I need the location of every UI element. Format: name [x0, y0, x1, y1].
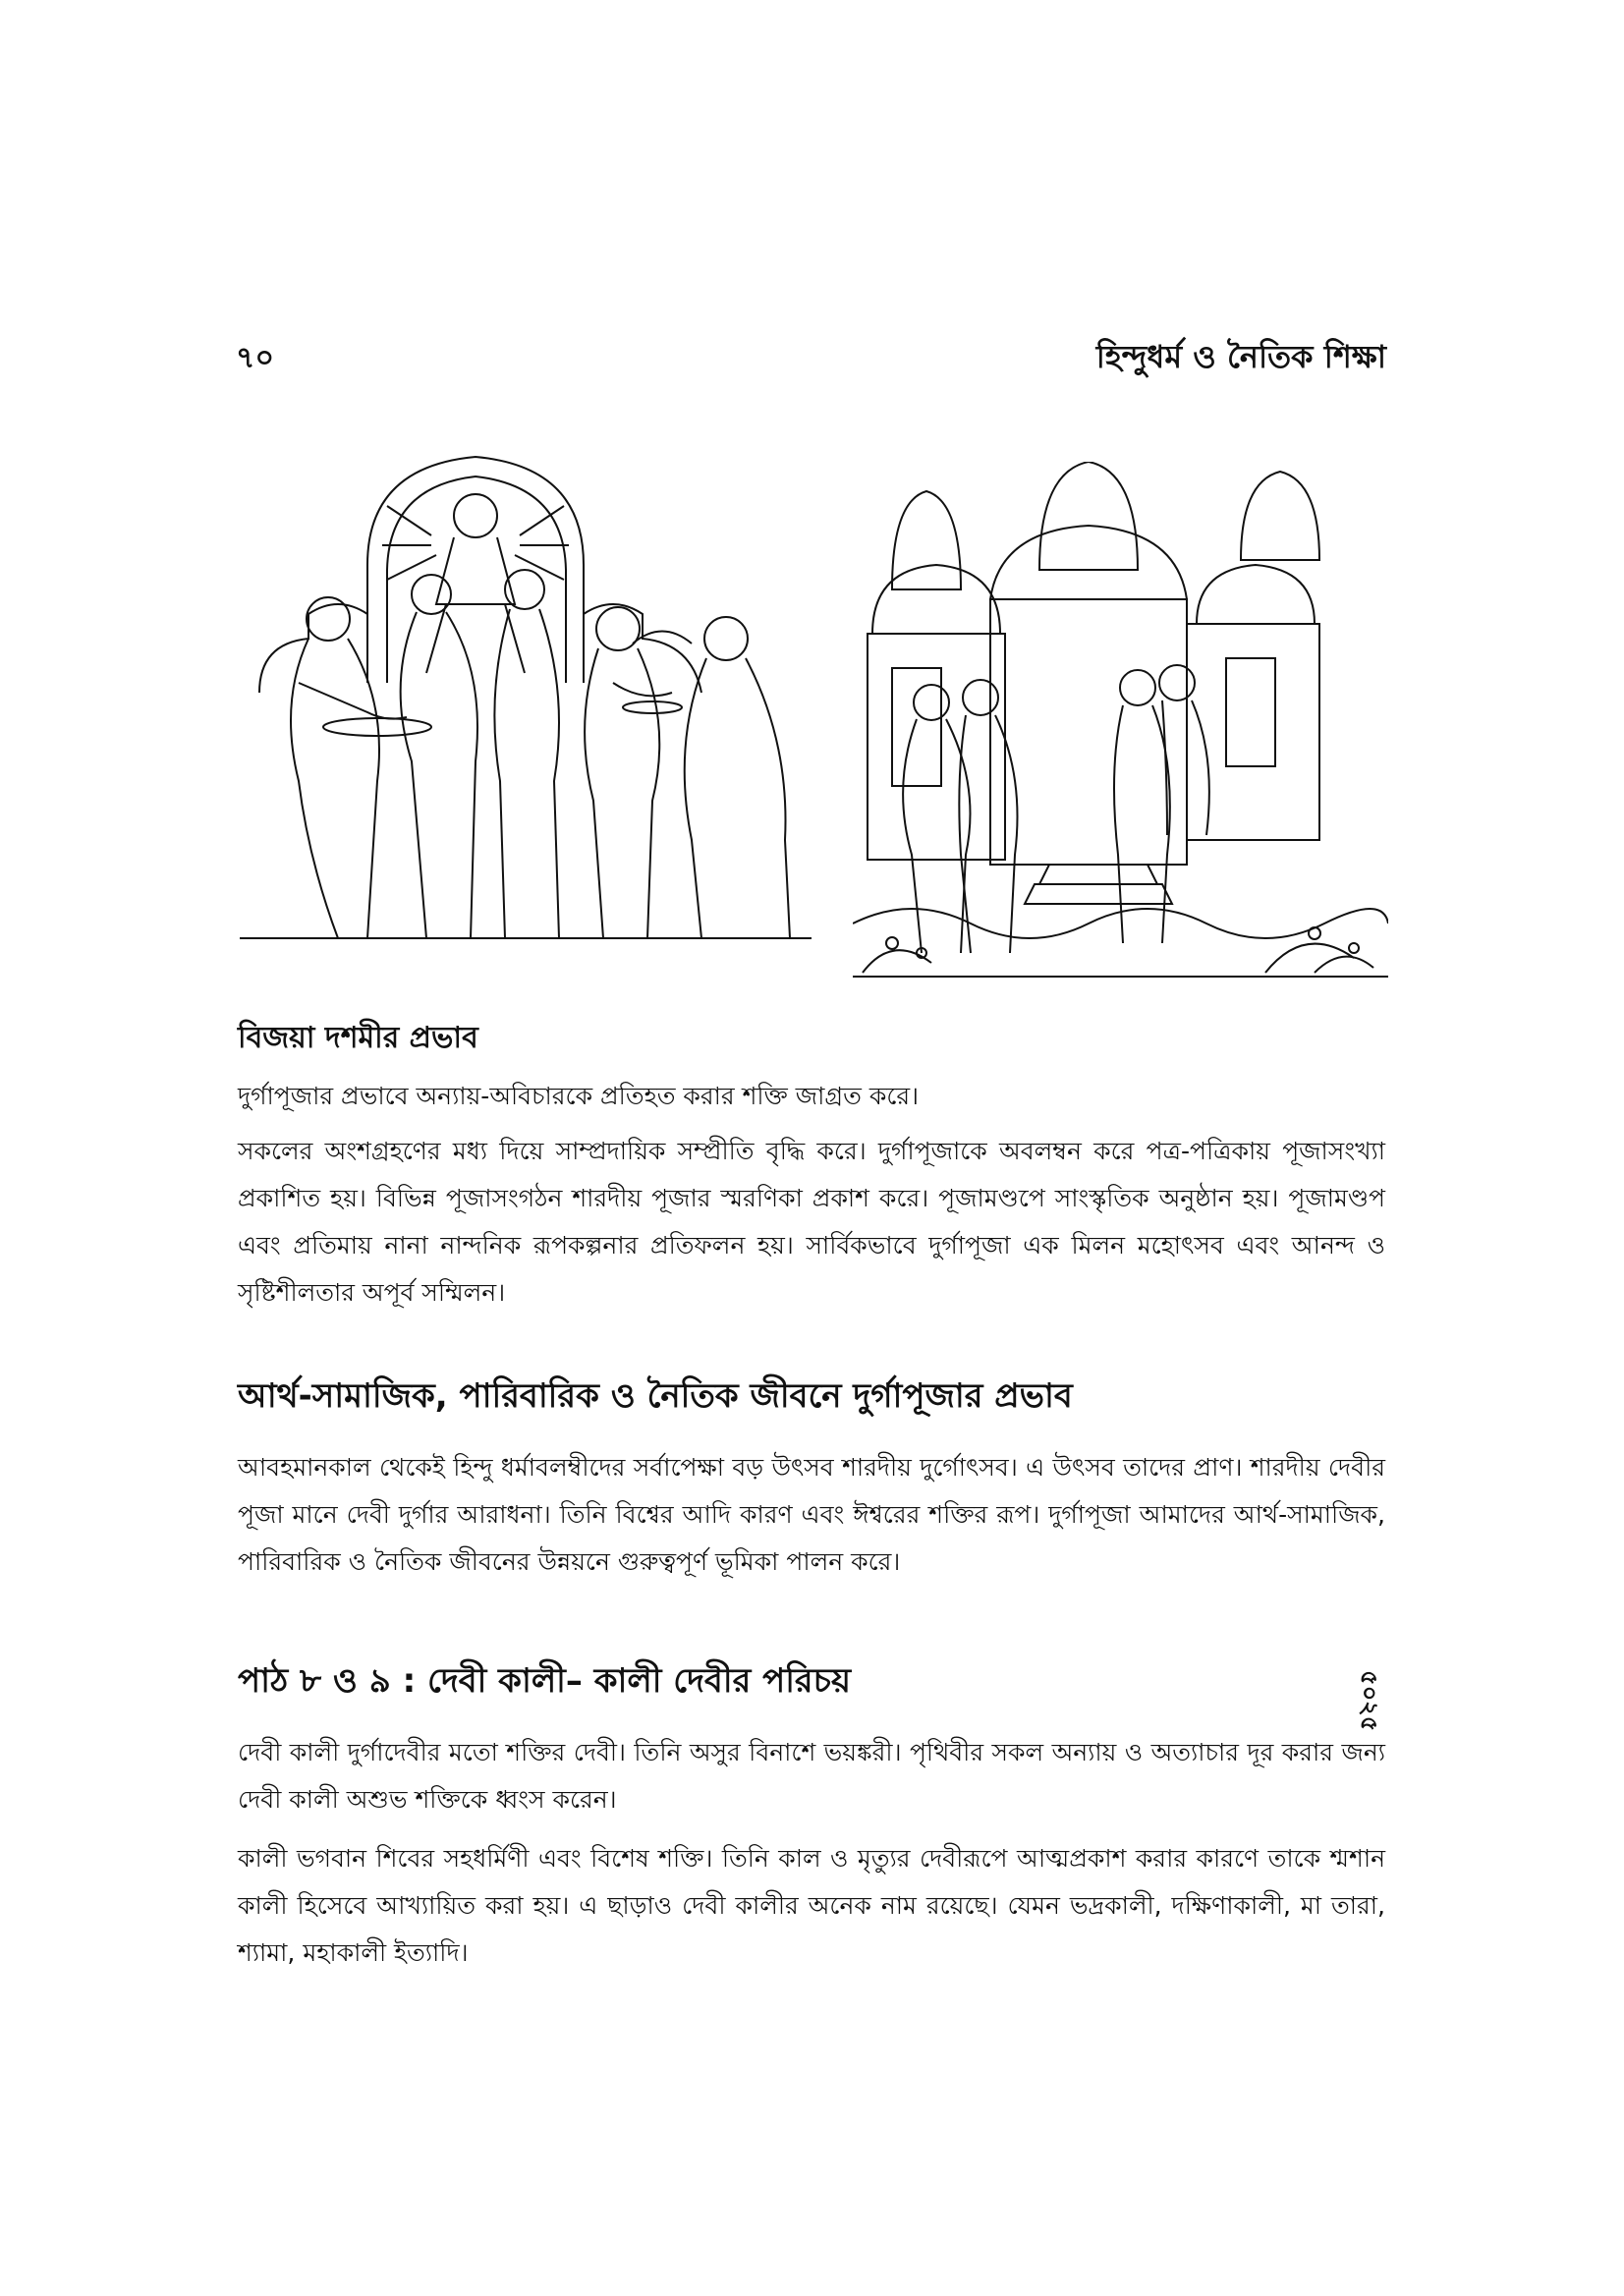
page-number: ৭০	[236, 341, 275, 375]
temple-embrace-drawing	[853, 462, 1388, 978]
paragraph: আবহমানকাল থেকেই হিন্দু ধর্মাবলম্বীদের সর্বাপেক্ষা বড় উৎসব শারদীয় দুর্গোৎসব। এ উৎসব তাদের প্রাণ। শারদীয় দেবীর পূজা মানে দেবী দুর্গার আরাধনা। তিনি বিশ্বের আদি কারণ এবং ঈশ্বরের শক্তির রূপ। দুর্গাপূজা আমাদের আর্থ-সামাজিক, পারিবারিক ও নৈতিক জীবনের উন্নয়নে গুরুত্বপূর্ণ ভূমিকা পালন করে।	[238, 1453, 1385, 1576]
section-devi-kali-body	[238, 1729, 1385, 1977]
paragraph: সকলের অংশগ্রহণের মধ্য দিয়ে সাম্প্রদায়িক সম্প্রীতি বৃদ্ধি করে। দুর্গাপূজাকে অবলম্বন করে পত্র-পত্রিকায় পূজাসংখ্যা প্রকাশিত হয়। বিভিন্ন পূজাসংগঠন শারদীয় পূজার স্মরণিকা প্রকাশ করে। পূজামণ্ডপে সাংস্কৃতিক অনুষ্ঠান হয়। পূজামণ্ডপ এবং প্রতিমায় নানা নান্দনিক রূপকল্পনার প্রতিফলন হয়। সার্বিকভাবে দুর্গাপূজা এক মিলন মহোৎসব এবং আনন্দ ও সৃষ্টিশীলতার অপূর্ব সম্মিলন।	[238, 1137, 1385, 1307]
section-vijaya-body	[238, 1073, 1385, 1316]
paragraph: দেবী কালী দুর্গাদেবীর মতো শক্তির দেবী। তিনি অসুর বিনাশে ভয়ঙ্করী। পৃথিবীর সকল অন্যায় ও অত্যাচার দূর করার জন্য দেবী কালী অশুভ শক্তিকে ধ্বংস করেন।	[238, 1738, 1385, 1814]
margin-rotated-number: ৫০২৫	[1356, 1670, 1383, 1732]
section-heading: বিজয়া দশমীর প্রভাব	[238, 1021, 478, 1055]
temple-embrace-illustration	[853, 462, 1388, 978]
section-socioeconomic-body	[238, 1444, 1385, 1586]
paragraph: দুর্গাপূজার প্রভাবে অন্যায়-অবিচারকে প্রতিহত করার শক্তি জাগ্রত করে।	[238, 1082, 920, 1110]
section-vijaya-dashami	[238, 1014, 1385, 1064]
section-heading: পাঠ ৮ ও ৯ : দেবী কালী– কালী দেবীর পরিচয়	[238, 1661, 852, 1701]
durga-worship-drawing	[240, 447, 812, 943]
paragraph: কালী ভগবান শিবের সহধর্মিণী এবং বিশেষ শক্তি। তিনি কাল ও মৃত্যুর দেবীরূপে আত্মপ্রকাশ করার কারণে তাকে শ্মশান কালী হিসেবে আখ্যায়িত করা হয়। এ ছাড়াও দেবী কালীর অনেক নাম রয়েছে। যেমন ভদ্রকালী, দক্ষিণাকালী, মা তারা, শ্যামা, মহাকালী ইত্যাদি।	[238, 1844, 1385, 1967]
section-heading: আর্থ-সামাজিক, পারিবারিক ও নৈতিক জীবনে দুর্গাপূজার প্রভাব	[238, 1376, 1073, 1416]
book-title: হিন্দুধর্ম ও নৈতিক শিক্ষা	[1095, 338, 1386, 375]
section-socioeconomic	[238, 1371, 1385, 1427]
durga-worship-illustration	[240, 447, 812, 943]
section-devi-kali	[238, 1655, 1385, 1711]
